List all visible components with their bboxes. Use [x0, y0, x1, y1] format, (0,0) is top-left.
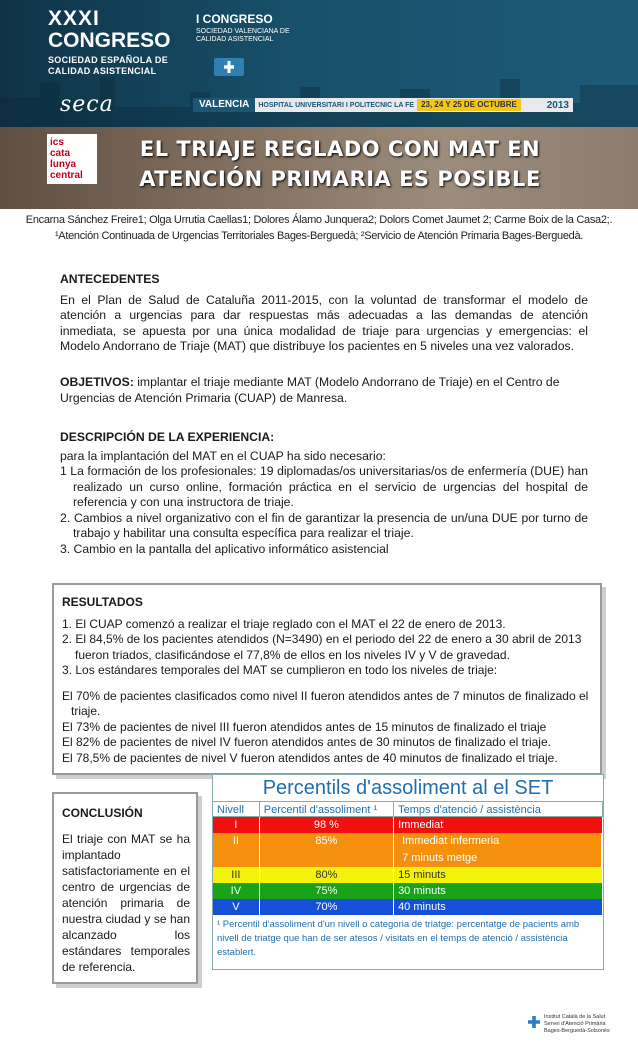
table-footnote: ¹ Percentil d'assoliment d'un nivell o categoria de triatge: percentatge de pacients amb nivell de triatge que han de ser atesos / visitats en el temps de atenció / assistència establert. [213, 915, 603, 963]
table-cell-time-line: 7 minuts metge [398, 850, 602, 867]
seca-logo: seca [60, 92, 114, 117]
table-cell-percentil: 80% [260, 867, 394, 883]
congress-number: XXXI [48, 7, 100, 30]
antecedentes-text: En el Plan de Salud de Cataluña 2011-2015, con la voluntad de transformar el modelo de atención a urgencias para dar respuestas más adecuadas a las demandas de atención inmediata, se apuesta por una única modalidad de triaje para urgencias y emergencias: el Modelo Andorrano de Triaje (MAT) que distribuye los pacientes en 5 niveles una vez valorados. [60, 292, 588, 353]
table-row [213, 883, 603, 899]
table-cell-level: III [213, 867, 260, 883]
descripcion-intro: para la implantación del MAT en el CUAP ha sido necesario: [60, 448, 386, 463]
conclusion-text: El triaje con MAT se ha implantado satisfactoriamente en el centro de urgencias de atención primaria de nuestra ciudad y se han alcanzado los estándares temporales de referencia. [62, 832, 190, 974]
antecedentes-section [60, 272, 588, 355]
ics-logo-line: lunya [50, 159, 77, 170]
congress2-block [196, 12, 304, 82]
table-cell-percentil: 98 % [260, 817, 394, 833]
resultados-section [62, 595, 594, 766]
table-cell-percentil: 85% [260, 833, 394, 867]
table-row [213, 899, 603, 915]
descripcion-item: 1 La formación de los profesionales: 19 diplomadas/os universitarias/os de enfermería (DUE) han realizado un curso online, formación práctica en el servicio de urgencias del hospital de referencia y con una instructora de triaje. [60, 464, 588, 509]
antecedentes-heading: ANTECEDENTES [60, 272, 160, 286]
congress-title-block [48, 8, 188, 77]
congress-word: CONGRESO [48, 29, 171, 52]
authors-block [0, 212, 638, 244]
congress2-subtitle: SOCIEDAD VALENCIANA DE CALIDAD ASISTENCIAL [196, 28, 290, 43]
conclusion-section [62, 805, 190, 975]
resultados-heading: RESULTADOS [62, 595, 143, 609]
table-cell-time: 30 minuts [394, 883, 603, 899]
footer-logo-text [544, 1014, 618, 1035]
table-cell-percentil: 70% [260, 899, 394, 915]
table-cell-time [394, 833, 603, 867]
objetivos-heading: OBJETIVOS: [60, 375, 134, 389]
objetivos-text: implantar el triaje mediante MAT (Modelo Andorrano de Triaje) en el Centro de Urgencias de Atención Primaria (CUAP) de Manresa. [60, 375, 560, 405]
poster-title [110, 134, 570, 194]
table-cell-level: I [213, 817, 260, 833]
cross-logo-icon [528, 1016, 540, 1028]
resultados-detail: El 78,5% de pacientes de nivel V fueron atendidos antes de 40 minutos de finalizado el triaje. [62, 750, 558, 765]
ics-logo-line: cata [50, 148, 71, 159]
objetivos-section [60, 375, 588, 406]
table-cell-time: Immediat [394, 817, 603, 833]
table-cell-percentil: 75% [260, 883, 394, 899]
cross-logo-icon [214, 58, 244, 76]
footer-logo-line: Institut Català de la Salut [544, 1014, 606, 1020]
table-row [213, 833, 603, 867]
venue-dates: 23, 24 Y 25 DE OCTUBRE [417, 99, 521, 111]
conclusion-heading: CONCLUSIÓN [62, 806, 143, 820]
footer-logo-line: Bages-Berguedà-Solsonès [544, 1028, 610, 1034]
descripcion-item: 2. Cambios a nivel organizativo con el fin de garantizar la presencia de un/una DUE por turno de trabajo y habilitar una consulta específica para realizar el triaje. [60, 510, 588, 540]
descripcion-section [60, 430, 588, 557]
footer-logo-line: Servei d'Atenció Primària [544, 1021, 606, 1027]
descripcion-item: 3. Cambio en la pantalla del aplicativo informático asistencial [60, 541, 389, 556]
descripcion-heading: DESCRIPCIÓN DE LA EXPERIENCIA: [60, 430, 275, 444]
table-header-row [213, 801, 603, 817]
venue-strip [193, 98, 573, 112]
resultados-item: 3. Los estándares temporales del MAT se cumplieron en todo los niveles de triaje: [62, 663, 498, 677]
table-header-cell: Nivell [213, 802, 260, 816]
venue-city: VALENCIA [193, 98, 255, 112]
table-row [213, 817, 603, 833]
table-cell-level: II [213, 833, 260, 867]
venue-year: 2013 [546, 99, 569, 111]
authors-names: Encarna Sánchez Freire1; Olga Urrutia Caellas1; Dolores Álamo Junquera2; Dolors Comet Jaumet 2; Carme Boix de la Casa2;. [25, 214, 613, 226]
table-header-cell: Temps d'atenció / assistència [394, 802, 603, 816]
ics-logo-line: central [50, 170, 83, 181]
poster-title-line1: EL TRIAJE REGLADO CON MAT EN [139, 137, 541, 161]
resultados-item: 2. El 84,5% de los pacientes atendidos (N=3490) en el periodo del 22 de enero a 30 abril de 2013 fueron triados, clasificándose el 77,8% de ellos en los niveles IV y V de gravedad. [62, 632, 582, 662]
congress-banner [0, 0, 638, 127]
resultados-detail: El 70% de pacientes clasificados como nivel II fueron atendidos antes de 7 minutos de finalizado el triaje. [62, 688, 589, 718]
ics-logo-line: ics [50, 137, 64, 148]
congress2-title: I CONGRESO [196, 12, 273, 26]
authors-affiliations: ¹Atención Continuada de Urgencias Territoriales Bages-Berguedà; ²Servicio de Atención Primaria Bages-Berguedà. [54, 230, 584, 242]
table-cell-time: 15 minuts [394, 867, 603, 883]
table-cell-level: V [213, 899, 260, 915]
society-name: SOCIEDAD ESPAÑOLA DE CALIDAD ASISTENCIAL [48, 55, 169, 76]
table-title: Percentils d'assoliment al el SET [213, 775, 603, 801]
percentils-table [212, 774, 604, 970]
table-cell-time-line: Immediat infermeria [398, 833, 602, 850]
venue-hospital: HOSPITAL UNIVERSITARI I POLITECNIC LA FE [258, 101, 415, 109]
table-header-cell: Percentil d'assoliment ¹ [260, 802, 394, 816]
resultados-detail: El 73% de pacientes de nivel III fueron atendidos antes de 15 minutos de finalizado el triaje [62, 719, 547, 734]
table-row [213, 867, 603, 883]
footer-logo [528, 1014, 618, 1040]
poster-title-line2: ATENCIÓN PRIMARIA ES POSIBLE [139, 167, 541, 191]
table-cell-time: 40 minuts [394, 899, 603, 915]
resultados-item: 1. El CUAP comenzó a realizar el triaje reglado con el MAT el 22 de enero de 2013. [62, 616, 506, 631]
resultados-detail: El 82% de pacientes de nivel IV fueron atendidos antes de 30 minutos de finalizado el triaje. [62, 735, 551, 749]
table-cell-level: IV [213, 883, 260, 899]
ics-logo [47, 134, 97, 184]
